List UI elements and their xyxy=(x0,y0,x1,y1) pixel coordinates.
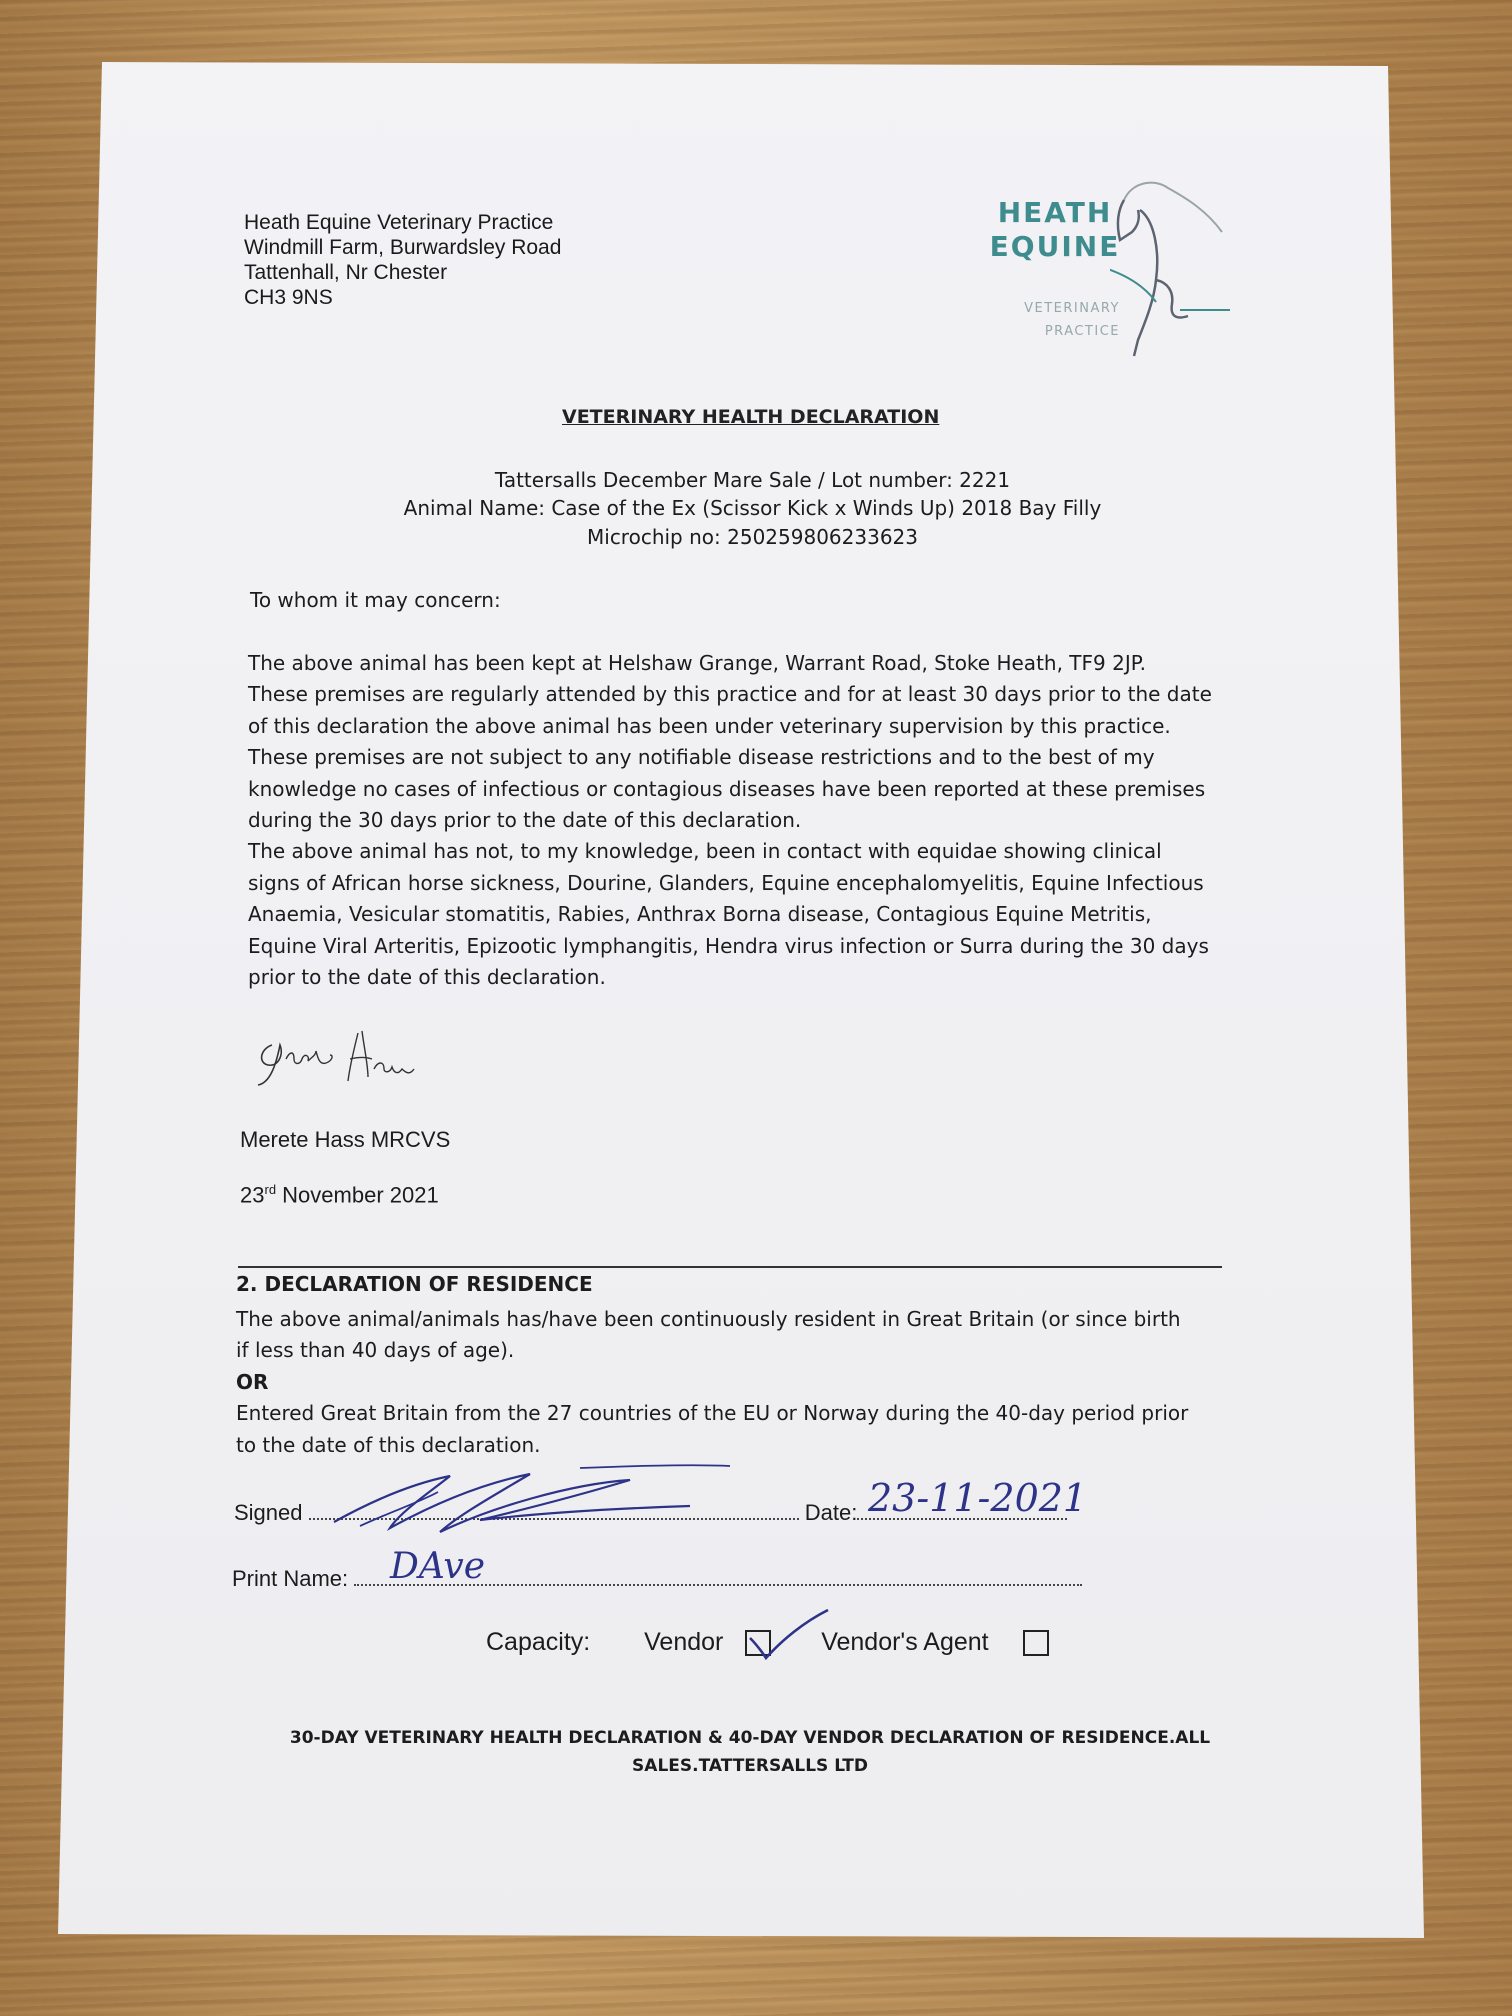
residence-line: The above animal/animals has/have been continuously resident in Great Britain (or since birth xyxy=(236,1307,1181,1331)
signed-label: Signed xyxy=(234,1500,303,1525)
document-footer xyxy=(280,1724,1220,1780)
residence-heading: 2. DECLARATION OF RESIDENCE xyxy=(236,1272,593,1296)
footer-line: SALES.TATTERSALLS LTD xyxy=(632,1756,868,1776)
body-line: These premises are not subject to any notifiable disease restrictions and to the best of my xyxy=(248,745,1155,770)
vet-signature-image xyxy=(250,1025,460,1095)
animal-name-line: Animal Name: Case of the Ex (Scissor Kick x Winds Up) 2018 Bay Filly xyxy=(403,496,1102,520)
address-line: Windmill Farm, Burwardsley Road xyxy=(244,236,562,259)
body-line: Equine Viral Arteritis, Epizootic lymphangitis, Hendra virus infection or Surra during the 30 days xyxy=(248,933,1209,958)
logo-sub-practice: PRACTICE xyxy=(1044,324,1120,339)
residence-line: to the date of this declaration. xyxy=(236,1432,541,1457)
vendor-date-value: 23-11-2021 xyxy=(868,1476,1088,1520)
vendor-option-label: Vendor xyxy=(644,1628,724,1656)
microchip-line: Microchip no: 250259806233623 xyxy=(587,525,918,549)
address-line: Heath Equine Veterinary Practice xyxy=(244,211,554,234)
vendor-agent-option-label: Vendor's Agent xyxy=(821,1628,989,1656)
body-line: prior to the date of this declaration. xyxy=(248,965,606,990)
or-label: OR xyxy=(236,1369,269,1394)
residence-line: Entered Great Britain from the 27 countries of the EU or Norway during the 40-day period prior xyxy=(236,1401,1189,1426)
salutation: To whom it may concern: xyxy=(250,588,501,612)
logo-sub-veterinary: VETERINARY xyxy=(1024,301,1120,316)
print-name-row xyxy=(232,1566,1082,1592)
date-day: 23 xyxy=(240,1182,265,1208)
date-suffix: rd xyxy=(264,1182,277,1197)
declaration-body xyxy=(248,648,1212,993)
vet-name: Merete Hass MRCVS xyxy=(240,1127,451,1152)
capacity-label: Capacity: xyxy=(486,1628,591,1656)
horse-logo-icon xyxy=(1110,170,1230,370)
body-line: The above animal has not, to my knowledge, been in contact with equidae showing clinical xyxy=(248,839,1162,864)
vendor-signature-image xyxy=(330,1462,740,1542)
body-line: These premises are regularly attended by this practice and for at least 30 days prior to the date xyxy=(248,682,1212,707)
logo-line-heath: HEATH xyxy=(997,196,1113,229)
address-line: CH3 9NS xyxy=(244,286,333,309)
date-rest: November 2021 xyxy=(282,1182,439,1208)
print-name-value: DAve xyxy=(390,1546,486,1587)
body-line: of this declaration the above animal has been under veterinary supervision by this practice. xyxy=(248,713,1171,738)
body-line: knowledge no cases of infectious or contagious diseases have been reported at these premises xyxy=(248,776,1206,801)
declaration-date xyxy=(240,1182,439,1208)
body-line: during the 30 days prior to the date of this declaration. xyxy=(248,808,802,833)
print-name-label: Print Name: xyxy=(232,1566,349,1591)
address-line: Tattenhall, Nr Chester xyxy=(244,261,448,284)
body-line: Anaemia, Vesicular stomatitis, Rabies, Anthrax Borna disease, Contagious Equine Metritis, xyxy=(248,902,1152,927)
footer-line: 30-DAY VETERINARY HEALTH DECLARATION & 40-DAY VENDOR DECLARATION OF RESIDENCE.ALL xyxy=(289,1728,1211,1748)
body-line: signs of African horse sickness, Dourine, Glanders, Equine encephalomyelitis, Equine Infectious xyxy=(248,870,1204,895)
declaration-title: VETERINARY HEALTH DECLARATION xyxy=(562,406,940,428)
body-line: The above animal has been kept at Helshaw Grange, Warrant Road, Stoke Heath, TF9 2JP. xyxy=(248,651,1147,675)
section-divider xyxy=(238,1266,1222,1268)
logo-line-equine: EQUINE xyxy=(989,230,1121,263)
vendor-agent-checkbox[interactable] xyxy=(1023,1630,1049,1656)
practice-logo-subtitle xyxy=(970,297,1120,343)
residence-line: if less than 40 days of age). xyxy=(236,1338,515,1363)
residence-text xyxy=(236,1304,1188,1461)
sale-lot-line: Tattersalls December Mare Sale / Lot number: 2221 xyxy=(494,468,1011,492)
checkmark-icon xyxy=(746,1606,832,1666)
practice-address xyxy=(244,210,561,310)
date-label: Date: xyxy=(804,1500,858,1525)
